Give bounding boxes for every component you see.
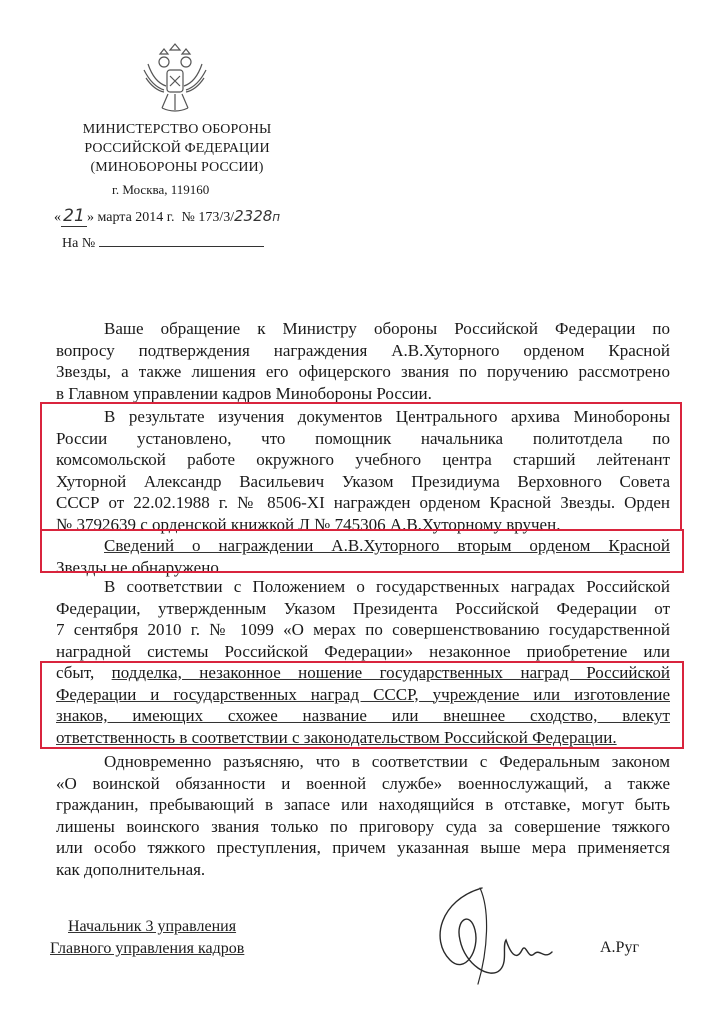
paragraph-5 [56,751,670,880]
date-month: марта [97,210,132,225]
doc-number-handwritten: 2328 [234,207,273,225]
p4-line: наградной системы Российской Федерации» незаконное приобретение или [56,641,670,661]
p2-line: комсомольской работе окружного учебного центра старший лейтенант [56,450,670,469]
signatory-title-line2: Главного управления кадров [50,940,245,957]
reference-number-line [62,234,264,252]
reference-label: На № [62,236,96,251]
date-open-quote: « [54,210,61,225]
coat-of-arms-icon [140,40,210,118]
highlight-box-no-second-award [40,529,684,573]
doc-number-suffix: п [272,210,281,224]
signatory-title [50,916,244,960]
p1-line: вопросу подтверждения награждения А.В.Хуторного орденом Красной [56,340,670,360]
p1-line: в Главном управлении кадров Минобороны России. [56,383,432,403]
p4-line-underlined: ответственность в соответствии с законодательством Российской Федерации. [56,727,617,747]
p4-line-underlined: знаков, имеющих схожее название или внешнее сходство, влекут [56,706,670,725]
p4-line: В соответствии с Положением о государственных наградах Российской [104,577,670,596]
p5-line: или особо тяжкого преступления, причем указанная выше мера применяется [56,838,670,857]
p4-line: Федерации, утвержденным Указом Президента Российской Федерации от [56,598,670,618]
p5-line: как дополнительная. [56,859,206,879]
signatory-name: А.Руг [600,939,640,956]
p3-line: Сведений о награждении А.В.Хуторного вторым орденом Красной [104,536,670,555]
p2-line: СССР от 22.02.1988 г. № 8506-XI награжден орденом Красной Звезды. Орден [56,493,670,512]
highlight-box-archive-result [40,402,682,531]
p4-mixed-start: сбыт, [56,663,112,682]
highlight-box-liability [40,661,684,749]
date-day: 21 [61,206,87,227]
ministry-name-line3: (МИНОБОРОНЫ РОССИИ) [90,160,264,175]
ministry-name-line2: РОССИЙСКОЙ ФЕДЕРАЦИИ [84,141,270,156]
p1-line: Звезды, а также лишения его офицерского звания по поручению рассмотрено [56,362,670,381]
p2-line: В результате изучения документов Центрального архива Минобороны [104,407,670,426]
p1-line: Ваше обращение к Министру обороны Российской Федерации по [104,319,670,338]
date-and-number-line [54,206,280,227]
reference-blank [99,234,264,247]
p2-line: № 3792639 с орденской книжкой Л № 745306 А.В.Хуторному вручен. [56,514,561,534]
p5-line: гражданин, пребывающий в запасе или находящийся в отставке, могут быть [56,795,670,814]
ministry-header [62,120,292,177]
date-year: 2014 г. [135,210,175,225]
p4-line: 7 сентября 2010 г. № 1099 «О мерах по совершенствованию государственной [56,620,670,639]
p2-line: Хуторной Александр Васильевич Указом Президиума Верховного Совета [56,471,670,491]
p5-line: лишены воинского звания только по приговору суда за совершение тяжкого [56,816,670,836]
p4-line-underlined: Федерации и государственных наград СССР, учреждение или изготовление [56,684,670,704]
p5-line: Одновременно разъясняю, что в соответствии с Федеральным законом [104,752,670,771]
handwritten-signature-icon [420,880,570,990]
ministry-name-line1: МИНИСТЕРСТВО ОБОРОНЫ [82,122,272,137]
city-address: г. Москва, 119160 [112,182,210,197]
paragraph-1 [56,318,670,404]
p2-line: России установлено, что помощник начальника политотдела по [56,428,670,448]
signatory-title-line1: Начальник 3 управления [68,918,237,935]
doc-number-prefix: № 173/3/ [181,210,235,225]
p3-line: Звезды не обнаружено. [56,557,224,577]
p4-mixed-underlined: подделка, незаконное ношение государственных наград Российской [111,663,670,682]
p5-line: «О воинской обязанности и военной службе» военнослужащий, а также [56,773,670,793]
date-close-quote: » [87,210,94,225]
